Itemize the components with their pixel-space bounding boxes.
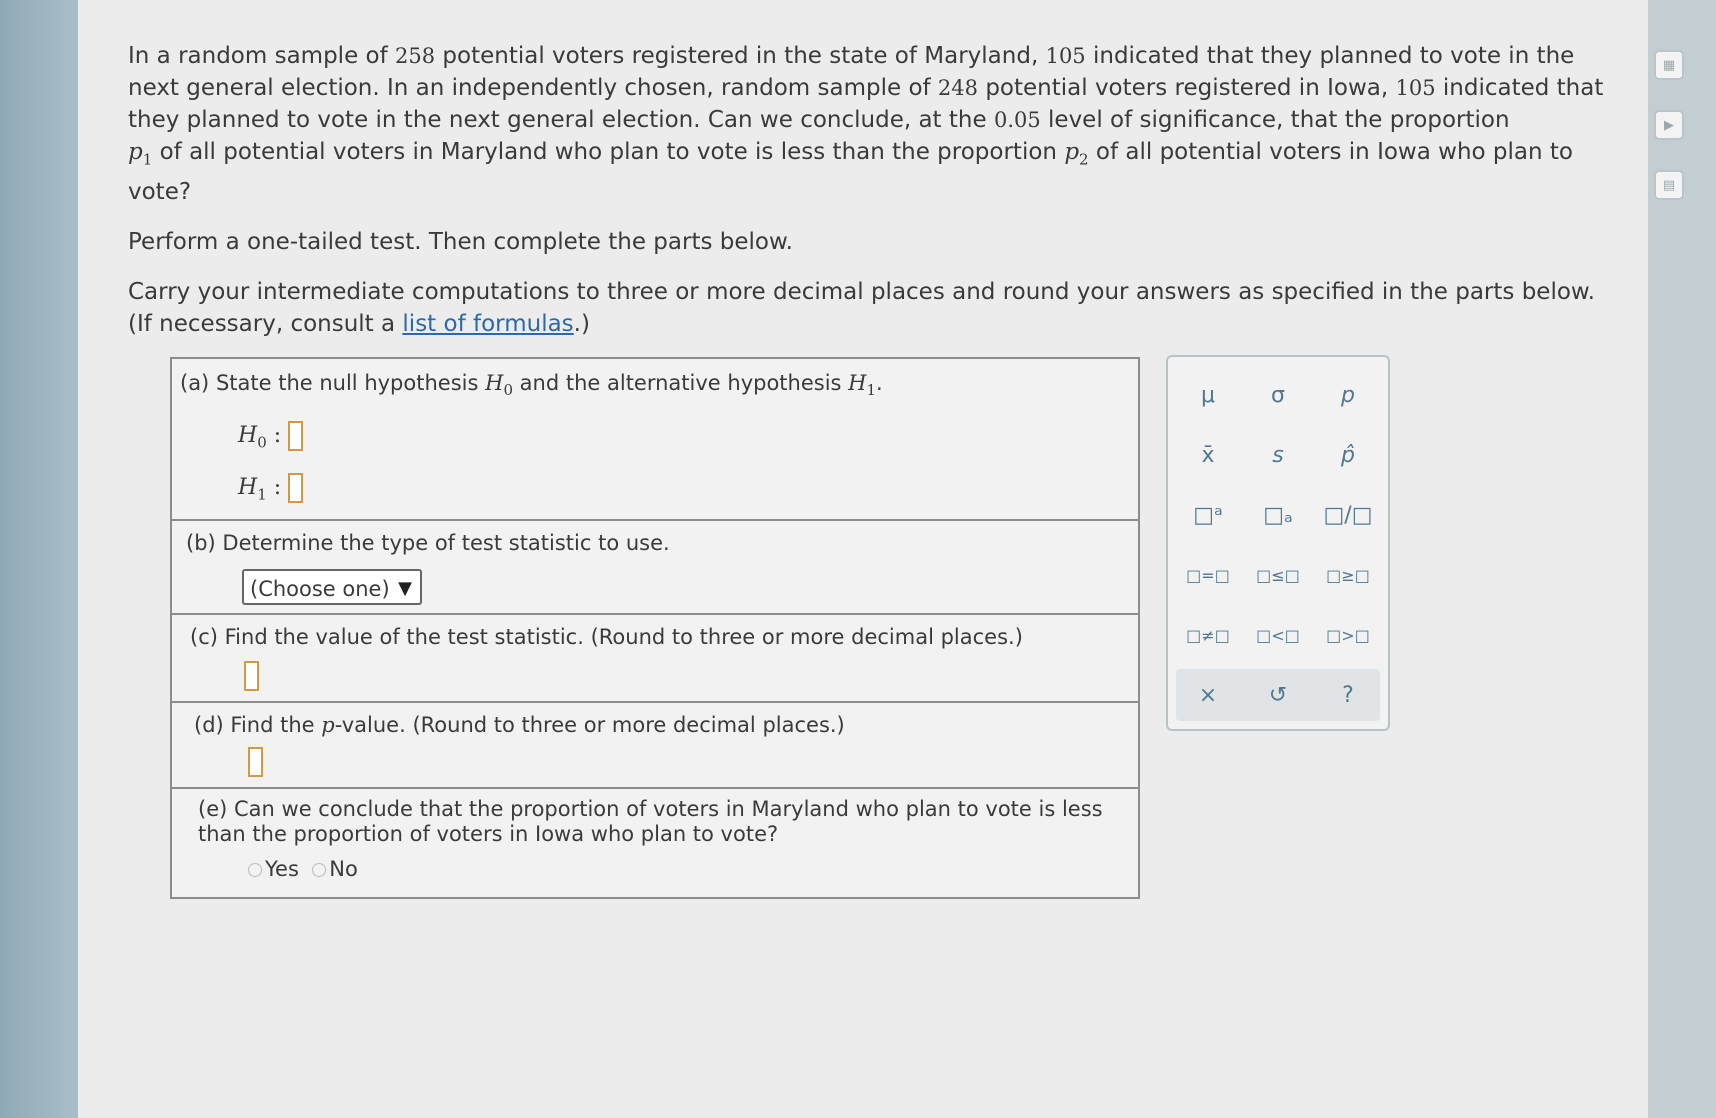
- superscript-button[interactable]: □ᵃ: [1193, 502, 1223, 528]
- math-palette: [1166, 355, 1390, 731]
- clear-icon[interactable]: ×: [1198, 682, 1218, 708]
- xbar-button[interactable]: x̄: [1201, 442, 1215, 468]
- undo-icon[interactable]: ↺: [1268, 682, 1288, 708]
- data-table-icon[interactable]: ▤: [1654, 170, 1684, 200]
- palette-actions: [1176, 669, 1380, 721]
- null-hypothesis-input[interactable]: [288, 421, 303, 451]
- mu-button[interactable]: μ: [1201, 382, 1215, 408]
- part-c: (c) Find the value of the test statistic. (Round to three or more decimal places.): [172, 615, 1138, 703]
- video-icon[interactable]: ▶: [1654, 110, 1684, 140]
- part-b: (b) Determine the type of test statistic to use. (Choose one) ▼: [172, 521, 1138, 615]
- less-than-button[interactable]: □<□: [1256, 625, 1300, 645]
- help-icon[interactable]: ?: [1342, 682, 1354, 708]
- calculator-icon[interactable]: ▦: [1654, 50, 1684, 80]
- alt-hypothesis-row: $H_1$ :: [238, 473, 303, 503]
- sigma-button[interactable]: σ: [1271, 382, 1285, 408]
- instruction-rounding: Carry your intermediate computations to three or more decimal places and round your answers as specified in the parts below. (If necessary, consult a list of formulas.): [128, 278, 1595, 337]
- p-value-input[interactable]: [248, 747, 263, 777]
- null-hypothesis-row: $H_0$ :: [238, 421, 303, 451]
- p-button[interactable]: p: [1341, 382, 1355, 408]
- part-e: (e) Can we conclude that the proportion of voters in Maryland who plan to vote is less than the proportion of voters in Iowa who plan to vote? Yes No: [198, 797, 1103, 881]
- side-toolbar: [1654, 50, 1694, 230]
- fraction-button[interactable]: □/□: [1323, 502, 1373, 528]
- less-equal-button[interactable]: □≤□: [1256, 565, 1300, 585]
- subscript-button[interactable]: □ₐ: [1263, 502, 1293, 528]
- greater-equal-button[interactable]: □≥□: [1326, 565, 1370, 585]
- no-label: No: [329, 857, 358, 881]
- part-d: (d) Find the p-value. (Round to three or more decimal places.): [172, 703, 1138, 789]
- yes-label: Yes: [265, 857, 299, 881]
- formulas-link[interactable]: list of formulas: [402, 310, 574, 337]
- conclusion-options: [248, 857, 358, 881]
- not-equal-button[interactable]: □≠□: [1186, 625, 1230, 645]
- phat-button[interactable]: p̂: [1341, 442, 1355, 468]
- yes-radio[interactable]: [248, 863, 262, 877]
- equals-button[interactable]: □=□: [1186, 565, 1230, 585]
- alt-hypothesis-input[interactable]: [288, 473, 303, 503]
- answer-area: [170, 357, 1140, 899]
- test-statistic-select[interactable]: (Choose one) ▼: [242, 569, 422, 605]
- problem-statement: [128, 40, 1608, 352]
- instruction-one-tailed: Perform a one-tailed test. Then complete the parts below.: [128, 228, 793, 255]
- greater-than-button[interactable]: □>□: [1326, 625, 1370, 645]
- s-button[interactable]: s: [1272, 442, 1284, 468]
- test-statistic-input[interactable]: [244, 661, 259, 691]
- part-a: (a) State the null hypothesis $H_0$ and the alternative hypothesis $H_1$. $H_0$ : $H_1$ :: [172, 359, 1138, 521]
- problem-text: In a random sample of 258 potential voters registered in the state of Maryland, 105 indicated that they planned to vote in the next general election. In an independently chosen, random sample of 248 potential voters registered in Iowa, 105 indicated that they planned to vote in the next general election. Can we conclude, at the 0.05 level of significance, that the proportion $p_1$ of all potential voters in Maryland who plan to vote is less than the proportion $p_2$ of all potential voters in Iowa who plan to vote?: [128, 43, 1604, 205]
- dropdown-arrow-icon: ▼: [398, 578, 412, 599]
- no-radio[interactable]: [312, 863, 326, 877]
- page: [78, 0, 1676, 1118]
